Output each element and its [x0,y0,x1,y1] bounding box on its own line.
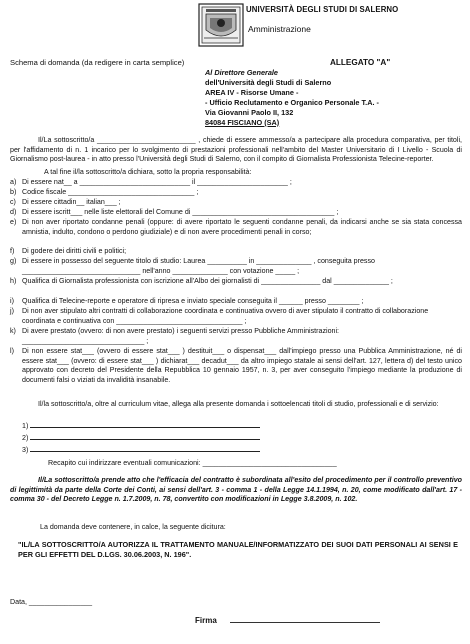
recipient-line-2: dell'Università degli Studi di Salerno [205,78,332,87]
list-item: c) Di essere cittadin__ italian___ ; [10,198,121,206]
list-item: l) Di non essere stat___ (ovvero di essere stat___ ) destituit___ o dispensat___ dall'impiego presso una Pubblica Amministrazione, né di essere stat___ (ovvero: di essere stat___ ) dichiarat___ decadut___ da altro impiego statale ai sensi dell'art. 127, lettera d) del testo unico approvato con decreto del Presidente della Repubblica 10 gennaio 1957, n. 3, per aver conseguito l'impiego mediante la produzione di documenti falsi o viziati da invalidità insanabile. [10,347,462,384]
attach-item-2: 2) [22,433,322,444]
consent-clause: "IL/LA SOTTOSCRITTO/A AUTORIZZA IL TRATTAMENTO MANUALE/INFORMATIZZATO DEI SUOI DATI PERSONALI AI SENSI E PER GLI EFFETTI DEL D.LGS. 30.06.2003, N. 196". [18,540,458,559]
date-field: Data, ________________ [10,598,93,606]
list-item: i) Qualifica di Telecine-reporte e operatore di ripresa e inviato speciale conseguita il ______ presso ________ ; [10,297,364,305]
list-item: b) Codice fiscale ________________________________ ; [10,188,199,196]
list-item: h) Qualifica di Giornalista professionista con iscrizione all'Albo dei giornalisti di _______________ dal ______________ ; [10,277,393,285]
recipient-line-4: - Ufficio Reclutamento e Organico Personale T.A. - [205,98,379,107]
attach-item-3: 3) [22,445,322,456]
signature-label: Firma [195,616,217,625]
intro-paragraph: Il/La sottoscritto/a _________________________ , chiede di essere ammesso/a a partecipare alla procedura comparativa, per titoli, per l'affidamento di n. 1 incarico per lo svolgimento di prestazioni professionali nell'ambito del Master Universitario di I Livello - Scuola di Giornalismo post-laurea - in atto presso l'Università degli Studi di Salerno, con il compito di Giornalista Professionista Telecine-reporter. [10,136,462,164]
attach-item-1: 1) [22,421,322,432]
list-item: j) Di non aver stipulato altri contratti di collaborazione coordinata e continuativa ovvero di aver stipulato il contratto di collaborazione coordinata e continuativa con ________________________________ ; [10,307,429,325]
list-item: g) Di essere in possesso del seguente titolo di studio: Laurea __________ in ______________ , conseguita presso ______________________________ nell'anno ______________ con votazione _____ ; [10,257,375,275]
recipient-line-6: 84084 FISCIANO (SA) [205,118,280,127]
list-item: e) Di non aver riportato condanne penali (oppure: di avere riportato le seguenti condanne penali, da indicarsi anche se sia stata concessa amnistia, indulto, condono o perdono giudiziale) e di non avere procedimenti penali in corso; [10,218,462,236]
list-item: d) Di essere iscritt___ nelle liste elettorali del Comune di ____________________________________ ; [10,208,339,216]
notice-paragraph: Il/La sottoscritto/a prende atto che l'efficacia del contratto è subordinata all'esito del procedimento per il controllo preventivo di legittimità da parte della Corte dei Conti, ai sensi dell'art. 3 - comma 1 - della Legge 14.1.1994, n. 20, come modificato dall'art. 17 - comma 30 - del Decreto Legge n. 1.7.2009, n. 78, convertito con modificazioni in Legge 3.8.2009, n. 102. [10,476,462,504]
declare-intro: A tal fine il/la sottoscritto/a dichiara, sotto la propria responsabilità: [44,168,252,176]
list-item: k) Di avere prestato (ovvero: di non avere prestato) i seguenti servizi presso Pubbliche Amministrazioni: _______________________________ ; [10,327,340,345]
list-item: f) Di godere dei diritti civili e politici; [10,247,127,255]
list-item: a) Di essere nat__ a ____________________________ il _______________________ ; [10,178,292,186]
attach-intro: Il/la sottoscritto/a, oltre al curriculum vitae, allega alla presente domanda i sottoelencati titoli di studio, professionali e di servizio: [38,400,439,408]
university-name: UNIVERSITÀ DEGLI STUDI DI SALERNO [246,5,399,14]
allegato-label: ALLEGATO "A" [330,58,391,67]
university-seal-logo [196,2,246,48]
communication-address: Recapito cui indirizzare eventuali comunicazioni: __________________________________ [48,459,337,467]
schema-line: Schema di domanda (da redigere in carta semplice) [10,58,185,67]
recipient-line-1: Al Direttore Generale [205,68,278,77]
recipient-line-3: AREA IV - Risorse Umane - [205,88,299,97]
recipient-line-5: Via Giovanni Paolo II, 132 [205,108,294,117]
office-name: Amministrazione [248,24,311,34]
must-contain-label: La domanda deve contenere, in calce, la seguente dicitura: [40,523,226,531]
signature-line [230,622,380,623]
